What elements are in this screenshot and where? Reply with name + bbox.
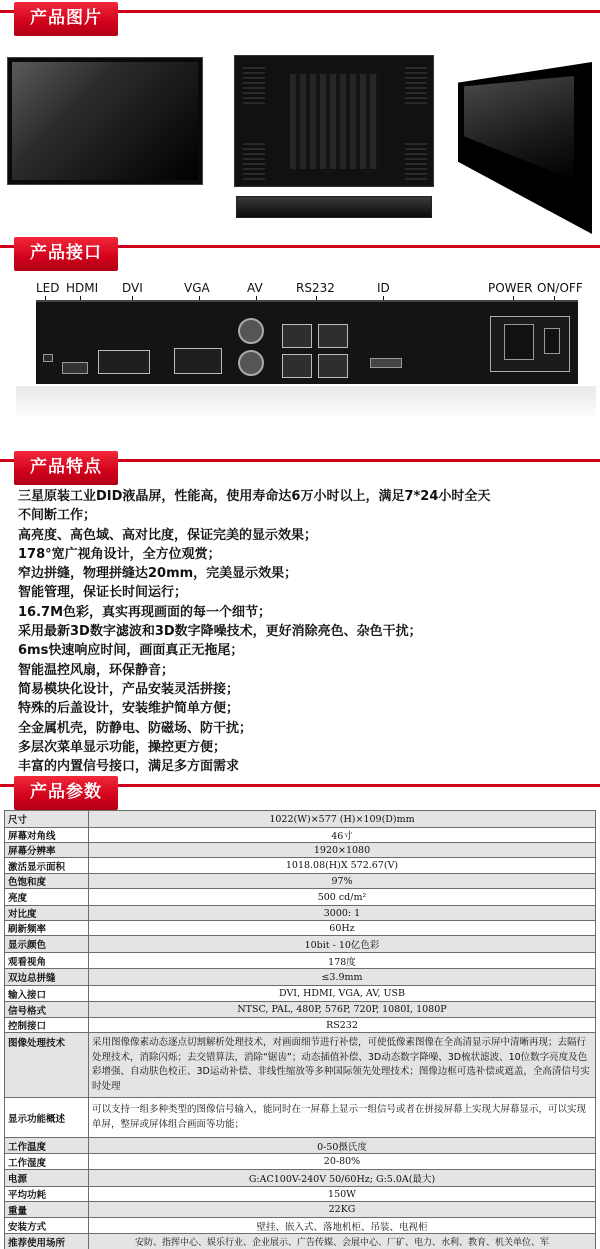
table-row <box>5 1154 596 1170</box>
spec-key: 显示功能概述 <box>5 1098 89 1138</box>
feature-item: 6ms快速响应时间，画面真正无拖尾； <box>18 643 244 659</box>
table-row <box>5 921 596 936</box>
table-row <box>5 1002 596 1018</box>
vent-grille <box>243 64 265 104</box>
table-row <box>5 986 596 1002</box>
spec-value: 1018.08(H)X 572.67(V) <box>89 858 596 874</box>
table-row <box>5 936 596 953</box>
av-port <box>238 350 264 376</box>
table-row <box>5 874 596 889</box>
feature-item: 采用最新3D数字滤波和3D数字降噪技术，更好消除亮色、杂色干扰； <box>18 624 422 640</box>
feature-item: 丰富的内置信号接口，满足多方面需求 <box>18 759 240 775</box>
feature-item: 特殊的后盖设计，安装维护简单方便； <box>18 701 240 717</box>
product-bottom-photo <box>236 196 432 218</box>
led-indicator <box>43 354 53 362</box>
port-label-hdmi: HDMI <box>66 281 99 295</box>
port-label-onoff: ON/OFF <box>537 281 583 295</box>
table-row <box>5 1138 596 1154</box>
spec-key: 显示颜色 <box>5 936 89 953</box>
table-row <box>5 1018 596 1033</box>
section-header-images <box>0 2 600 36</box>
section-header-params <box>0 776 600 810</box>
rear-panel-grille <box>290 74 380 169</box>
spec-value: 150W <box>89 1187 596 1202</box>
feature-item: 三星原装工业DID液晶屏，性能高，使用寿命达6万小时以上，满足7*24小时全天 <box>18 489 491 504</box>
section-header-features <box>0 451 600 485</box>
port-label-av: AV <box>247 281 263 295</box>
feature-item: 高亮度、高色域、高对比度，保证完美的显示效果； <box>18 527 318 543</box>
table-row <box>5 1234 596 1249</box>
spec-value: 20-80% <box>89 1154 596 1170</box>
spec-value: 46寸 <box>89 828 596 843</box>
feature-item: 全金属机壳，防静电、防磁场、防干扰； <box>18 720 253 736</box>
table-row <box>5 969 596 986</box>
spec-value: 22KG <box>89 1202 596 1218</box>
feature-item: 多层次菜单显示功能，操控更方便； <box>18 739 227 755</box>
spec-value: G:AC100V-240V 50/60Hz; G:5.0A(最大) <box>89 1170 596 1187</box>
table-row <box>5 889 596 906</box>
section-title: 产品图片 <box>14 2 118 36</box>
spec-key: 平均功耗 <box>5 1187 89 1202</box>
spec-value: ≤3.9mm <box>89 969 596 986</box>
table-row <box>5 843 596 858</box>
product-angle-photo <box>458 62 592 234</box>
spec-key: 观看视角 <box>5 953 89 969</box>
product-front-photo <box>8 58 202 184</box>
spec-value: 可以支持一组多种类型的图像信号输入，能同时在一屏幕上显示一组信号或者在拼接屏幕上实现大屏幕显示，可以实现单屏，整屏或屏体组合画面等功能； <box>89 1098 596 1138</box>
feature-item: 智能温控风扇，环保静音； <box>18 662 175 678</box>
screen-surface <box>464 76 574 180</box>
table-row <box>5 1218 596 1234</box>
rs232-port <box>318 324 348 348</box>
spec-value: 安防、指挥中心、娱乐行业、企业展示、广告传媒、会展中心、厂矿、电力、水利、教育、机关单位、军 <box>89 1234 596 1249</box>
vent-grille <box>405 140 427 180</box>
feature-item: 简易模块化设计，产品安装灵活拼接； <box>18 681 240 697</box>
spec-key: 激活显示面积 <box>5 858 89 874</box>
spec-value: 97% <box>89 874 596 889</box>
rs232-port <box>282 324 312 348</box>
spec-value: 10bit - 10亿色彩 <box>89 936 596 953</box>
table-row <box>5 1098 596 1138</box>
table-row <box>5 906 596 921</box>
spec-key: 双边总拼缝 <box>5 969 89 986</box>
spec-value: DVI, HDMI, VGA, AV, USB <box>89 986 596 1002</box>
spec-key: 重量 <box>5 1202 89 1218</box>
port-label-led: LED <box>36 281 60 295</box>
spec-value: 3000: 1 <box>89 906 596 921</box>
spec-key: 安装方式 <box>5 1218 89 1234</box>
av-port <box>238 318 264 344</box>
spec-value: 178度 <box>89 953 596 969</box>
spec-value: 1022(W)×577 (H)×109(D)mm <box>89 811 596 828</box>
rs232-port <box>282 354 312 378</box>
port-label-vga: VGA <box>184 281 210 295</box>
feature-item: 不间断工作； <box>18 508 97 524</box>
section-title: 产品参数 <box>14 776 118 810</box>
table-row <box>5 858 596 874</box>
spec-key: 对比度 <box>5 906 89 921</box>
spec-key: 信号格式 <box>5 1002 89 1018</box>
spec-key: 推荐使用场所 <box>5 1234 89 1249</box>
port-label-dvi: DVI <box>122 281 143 295</box>
feature-list <box>18 487 588 776</box>
spec-value: 0-50摄氏度 <box>89 1138 596 1154</box>
spec-key: 输入接口 <box>5 986 89 1002</box>
spec-key: 工作湿度 <box>5 1154 89 1170</box>
section-title: 产品特点 <box>14 451 118 485</box>
section-header-ports <box>0 237 600 271</box>
spec-value: 壁挂、嵌入式、落地机柜、吊装、电视柜 <box>89 1218 596 1234</box>
spec-key: 刷新频率 <box>5 921 89 936</box>
table-row <box>5 953 596 969</box>
power-plug-icon <box>504 324 534 360</box>
spec-key: 尺寸 <box>5 811 89 828</box>
table-row <box>5 811 596 828</box>
spec-key: 色饱和度 <box>5 874 89 889</box>
spec-table <box>4 810 596 1249</box>
spec-value: NTSC, PAL, 480P, 576P, 720P, 1080I, 1080P <box>89 1002 596 1018</box>
feature-item: 窄边拼缝，物理拼缝达20mm，完美显示效果； <box>18 566 298 582</box>
product-back-photo <box>234 55 434 187</box>
spec-value: RS232 <box>89 1018 596 1033</box>
spec-value: 采用图像像素动态逐点切割解析处理技术，对画面细节进行补偿，可使低像素图像在全高清显示屏中清晰再现；去隔行处理技术，消除闪烁；去交错算法，消除“锯齿”；动态插值补偿、3D动态数字降噪、3D梳状滤波、10位数字亮度及色彩增强、自动肤色校正、3D运动补偿、非线性缩放等多种国际领先处理技术；图像边框可选补偿或遮盖，全高清信号实时处理 <box>89 1033 596 1098</box>
spec-key: 屏幕对角线 <box>5 828 89 843</box>
spec-key: 屏幕分辨率 <box>5 843 89 858</box>
vent-grille <box>405 64 427 104</box>
port-label-rs232: RS232 <box>296 281 335 295</box>
spec-value: 60Hz <box>89 921 596 936</box>
table-row <box>5 1202 596 1218</box>
rs232-port <box>318 354 348 378</box>
hdmi-port <box>62 362 88 374</box>
spec-key: 电源 <box>5 1170 89 1187</box>
spec-key: 图像处理技术 <box>5 1033 89 1098</box>
power-switch <box>544 328 560 354</box>
feature-item: 智能管理，保证长时间运行； <box>18 585 188 601</box>
table-row <box>5 828 596 843</box>
vent-grille <box>243 140 265 180</box>
rear-port-panel <box>36 300 578 384</box>
spec-value: 1920×1080 <box>89 843 596 858</box>
feature-item: 178°宽广视角设计，全方位观赏； <box>18 546 221 562</box>
table-row <box>5 1170 596 1187</box>
table-row <box>5 1033 596 1098</box>
spec-key: 工作温度 <box>5 1138 89 1154</box>
port-label-id: ID <box>377 281 390 295</box>
spec-key: 控制接口 <box>5 1018 89 1033</box>
section-title: 产品接口 <box>14 237 118 271</box>
id-dip-switch <box>370 358 402 368</box>
vga-port <box>174 348 222 374</box>
port-label-power: POWER <box>488 281 533 295</box>
spec-value: 500 cd/m² <box>89 889 596 906</box>
feature-item: 16.7M色彩，真实再现画面的每一个细节； <box>18 604 272 620</box>
spec-key: 亮度 <box>5 889 89 906</box>
table-row <box>5 1187 596 1202</box>
dvi-port <box>98 350 150 374</box>
